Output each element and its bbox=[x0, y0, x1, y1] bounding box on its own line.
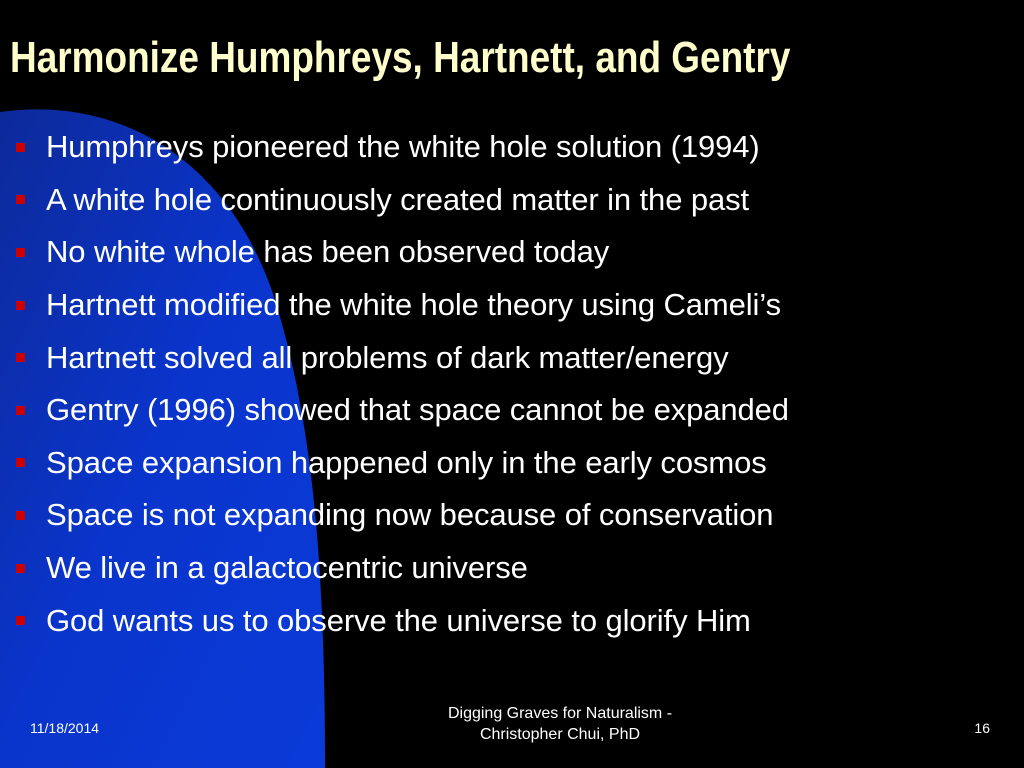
bullet-text: Hartnett solved all problems of dark matter/energy bbox=[46, 339, 729, 375]
footer-presentation-info bbox=[380, 704, 740, 746]
bullet-item bbox=[12, 174, 1022, 227]
bullet-marker-icon bbox=[16, 353, 25, 362]
bullet-marker-icon bbox=[16, 616, 25, 625]
bullet-marker-icon bbox=[16, 301, 25, 310]
bullet-marker-icon bbox=[16, 511, 25, 520]
bullet-marker-icon bbox=[16, 195, 25, 204]
bullet-item bbox=[12, 384, 1022, 437]
bullet-text: Hartnett modified the white hole theory using Cameli’s bbox=[46, 287, 781, 323]
footer-date: 11/18/2014 bbox=[30, 720, 100, 736]
bullet-text: Space expansion happened only in the early cosmos bbox=[46, 444, 767, 480]
footer-author-line: Christopher Chui, PhD bbox=[479, 725, 641, 743]
bullet-item bbox=[12, 279, 1022, 332]
bullet-marker-icon bbox=[16, 143, 25, 152]
bullet-marker-icon bbox=[16, 458, 25, 467]
bullet-text: God wants us to observe the universe to glorify Him bbox=[46, 602, 751, 638]
bullet-text: A white hole continuously created matter in the past bbox=[46, 181, 750, 217]
bullet-text: We live in a galactocentric universe bbox=[46, 550, 528, 586]
footer-page-number: 16 bbox=[974, 720, 990, 736]
bullet-item bbox=[12, 331, 1022, 384]
bullet-text: Humphreys pioneered the white hole solution (1994) bbox=[46, 129, 760, 165]
bullet-item bbox=[12, 121, 1022, 174]
bullet-item bbox=[12, 437, 1022, 490]
bullet-text: Gentry (1996) showed that space cannot be expanded bbox=[46, 392, 789, 428]
bullet-item bbox=[12, 594, 1022, 647]
slide-title: Harmonize Humphreys, Hartnett, and Gentry bbox=[10, 33, 791, 82]
bullet-item bbox=[12, 542, 1022, 595]
bullet-marker-icon bbox=[16, 406, 25, 415]
bullet-item bbox=[12, 489, 1022, 542]
bullet-marker-icon bbox=[16, 248, 25, 257]
bullet-list bbox=[12, 121, 1022, 647]
bullet-text: Space is not expanding now because of conservation bbox=[46, 497, 774, 533]
bullet-text: No white whole has been observed today bbox=[46, 234, 610, 270]
footer-title-line: Digging Graves for Naturalism - bbox=[447, 705, 673, 722]
bullet-item bbox=[12, 226, 1022, 279]
bullet-marker-icon bbox=[16, 564, 25, 573]
